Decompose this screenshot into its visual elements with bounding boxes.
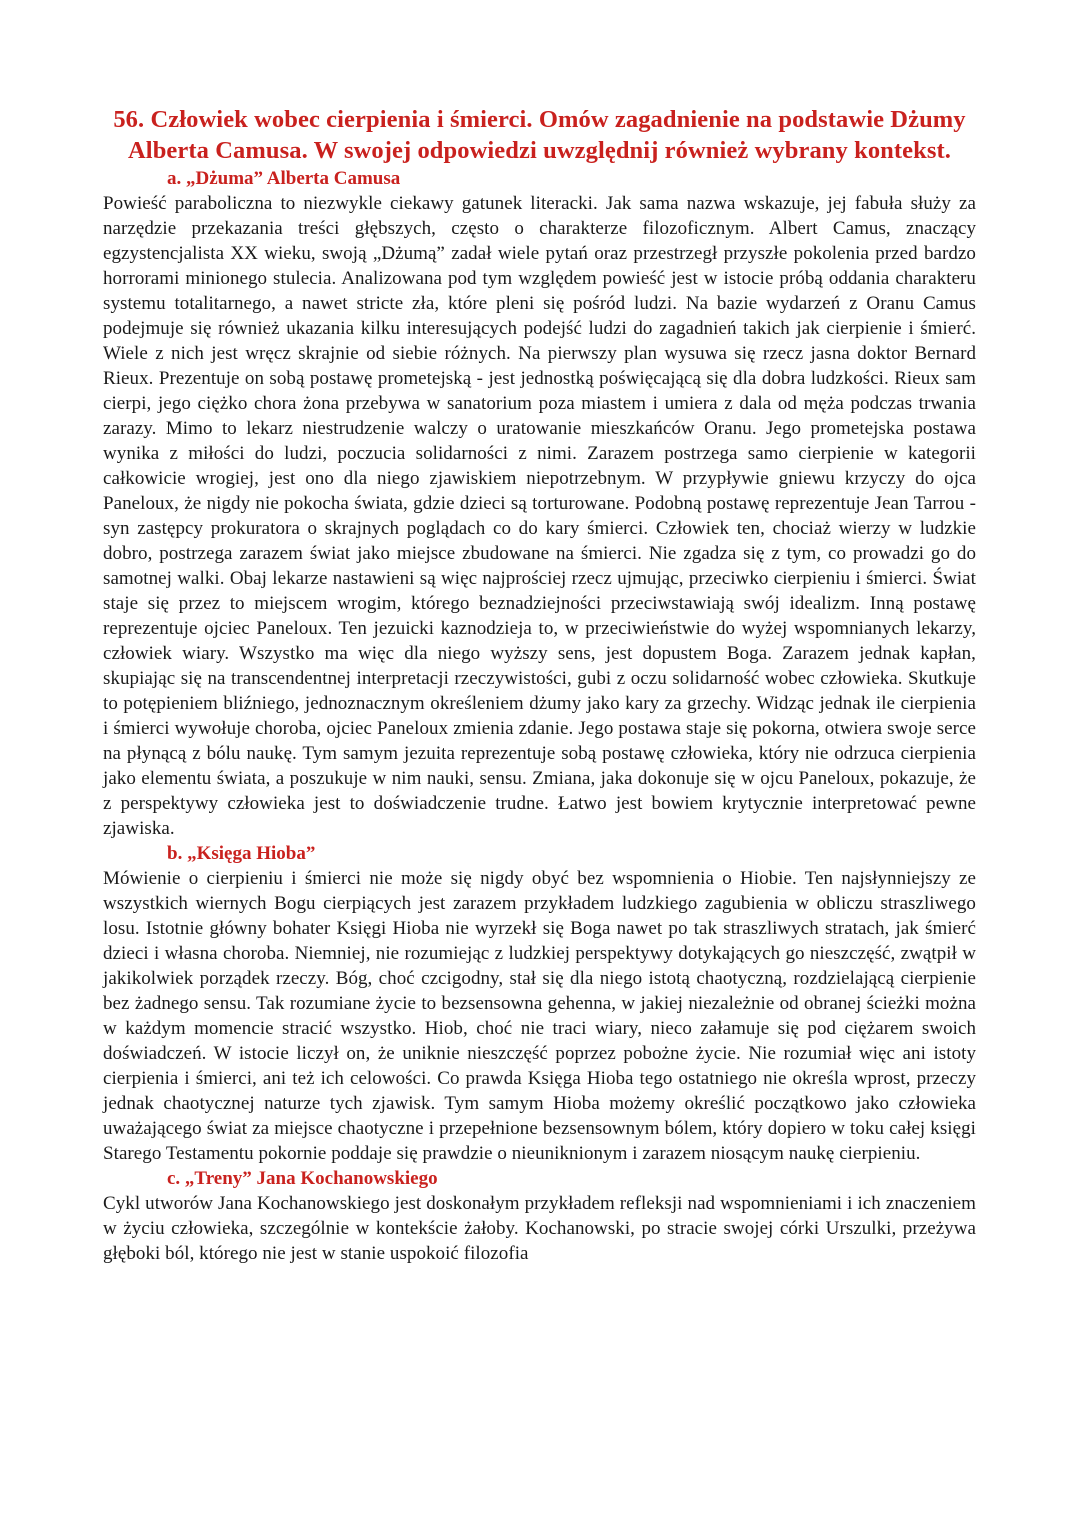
section-body-ksiega-hioba: Mówienie o cierpieniu i śmierci nie może się nigdy obyć bez wspomnienia o Hiobie. Ten najsłynniejszy ze wszystkich wiernych Bogu cierpiących jest zarazem przykładem ludzkiego zagubienia w obliczu straszliwego losu. Istotnie główny bohater Księgi Hioba nie wyrzekł się Boga nawet po tak straszliwych stratach, jak śmierć dzieci i własna choroba. Niemniej, nie rozumiejąc z ludzkiej perspektywy dotykających go nieszczęść, zwątpił w jakikolwiek porządek rzeczy. Bóg, choć czcigodny, stał się dla niego istotą chaotyczną, rozdzielającą cierpienie bez żadnego sensu. Tak rozumiane życie to bezsensowna gehenna, w jakiej niezależnie od obranej ścieżki można w każdym momencie stracić wszystko. Hiob, choć nie traci wiary, nieco załamuje się pod ciężarem swoich doświadczeń. W istocie liczył on, że uniknie nieszczęść poprzez pobożne życie. Nie rozumiał więc ani istoty cierpienia i śmierci, ani też ich celowości. Co prawda Księga Hioba tego ostatniego nie określa wprost, przeczy jednak chaotycznej naturze tych zjawisk. Tym samym Hioba możemy określić początkowo jako człowieka uważającego świat za miejsce chaotyczne i przepełnione bezsensownym bólem, który dopiero w toku całej księgi Starego Testamentu pokornie poddaje się prawdzie o nieuniknionym i zarazem niosącym naukę cierpieniu. (103, 868, 976, 1164)
section-b (103, 841, 976, 1166)
section-heading-ksiega-hioba: b. „Księga Hioba” (167, 843, 316, 864)
section-heading-dzuma: a. „Dżuma” Alberta Camusa (167, 168, 401, 189)
section-body-treny: Cykl utworów Jana Kochanowskiego jest doskonałym przykładem refleksji nad wspomnieniami i ich znaczeniem w życiu człowieka, szczególnie w kontekście żałoby. Kochanowski, po stracie swojej córki Urszulki, przeżywa głęboki ból, którego nie jest w stanie uspokoić filozofia (103, 1193, 976, 1264)
section-body-dzuma: Powieść paraboliczna to niezwykle ciekawy gatunek literacki. Jak sama nazwa wskazuje, jej fabuła służy za narzędzie przekazania treści głębszych, często o charakterze filozoficznym. Albert Camus, znaczący egzystencjalista XX wieku, swoją „Dżumą” zadał wiele pytań oraz przestrzegł przyszłe pokolenia przed bardzo horrorami minionego stulecia. Analizowana pod tym względem powieść jest w istocie próbą oddania charakteru systemu totalitarnego, a nawet stricte zła, które pleni się pośród ludzi. Na bazie wydarzeń z Oranu Camus podejmuje się również ukazania kilku interesujących podejść ludzi do zagadnień takich jak cierpienie i śmierć. Wiele z nich jest wręcz skrajnie od siebie różnych. Na pierwszy plan wysuwa się rzecz jasna doktor Bernard Rieux. Prezentuje on sobą postawę prometejską - jest jednostką poświęcającą się dla dobra ludzkości. Rieux sam cierpi, jego ciężko chora żona przebywa w sanatorium poza miastem i umiera z dala od męża podczas trwania zarazy. Mimo to lekarz niestrudzenie walczy o uratowanie mieszkańców Oranu. Jego prometejska postawa wynika z miłości do ludzi, poczucia solidarności z nimi. Zarazem postrzega samo cierpienie w kategorii całkowicie wrogiej, jest ono dla niego zjawiskiem niepotrzebnym. W przypływie gniewu krzyczy do ojca Paneloux, że nigdy nie pokocha świata, gdzie dzieci są torturowane. Podobną postawę reprezentuje Jean Tarrou - syn zastępcy prokuratora o skrajnych poglądach co do kary śmierci. Człowiek ten, chociaż wierzy w ludzkie dobro, postrzega zarazem świat jako miejsce zbudowane na śmierci. Nie zgadza się z tym, co prowadzi go do samotnej walki. Obaj lekarze nastawieni są więc najprościej rzecz ujmując, przeciwko cierpieniu i śmierci. Świat staje się przez to miejscem wrogim, którego beznadziejności przeciwstawiają swój idealizm. Inną postawę reprezentuje ojciec Paneloux. Ten jezuicki kaznodzieja to, w przeciwieństwie do wyżej wspomnianych lekarzy, człowiek wiary. Wszystko ma więc dla niego wyższy sens, jest dopustem Boga. Zarazem jednak kapłan, skupiając się na transcendentnej interpretacji rzeczywistości, gubi z oczu solidarność wobec człowieka. Skutkuje to potępieniem bliźniego, jednoznacznym określeniem dżumy jako kary za grzechy. Widząc jednak ile cierpienia i śmierci wywołuje choroba, ojciec Paneloux zmienia zdanie. Jego postawa staje się pokorna, otwiera swoje serce na płynącą z bólu naukę. Tym samym jezuita reprezentuje sobą postawę człowieka, który nie odrzuca cierpienia jako elementu świata, a poszukuje w nim nauki, sensu. Zmiana, jaka dokonuje się w ojcu Paneloux, pokazuje, że z perspektywy człowieka jest to doświadczenie trudne. Łatwo jest bowiem krytycznie interpretować pewne zjawiska. (103, 193, 976, 839)
document-page (103, 104, 976, 1266)
section-c (103, 1166, 976, 1266)
section-a (103, 166, 976, 841)
document-title: 56. Człowiek wobec cierpienia i śmierci. Omów zagadnienie na podstawie Dżumy Alberta Camusa. W swojej odpowiedzi uwzględnij również wybrany kontekst. (113, 106, 966, 164)
section-heading-treny: c. „Treny” Jana Kochanowskiego (167, 1168, 438, 1189)
